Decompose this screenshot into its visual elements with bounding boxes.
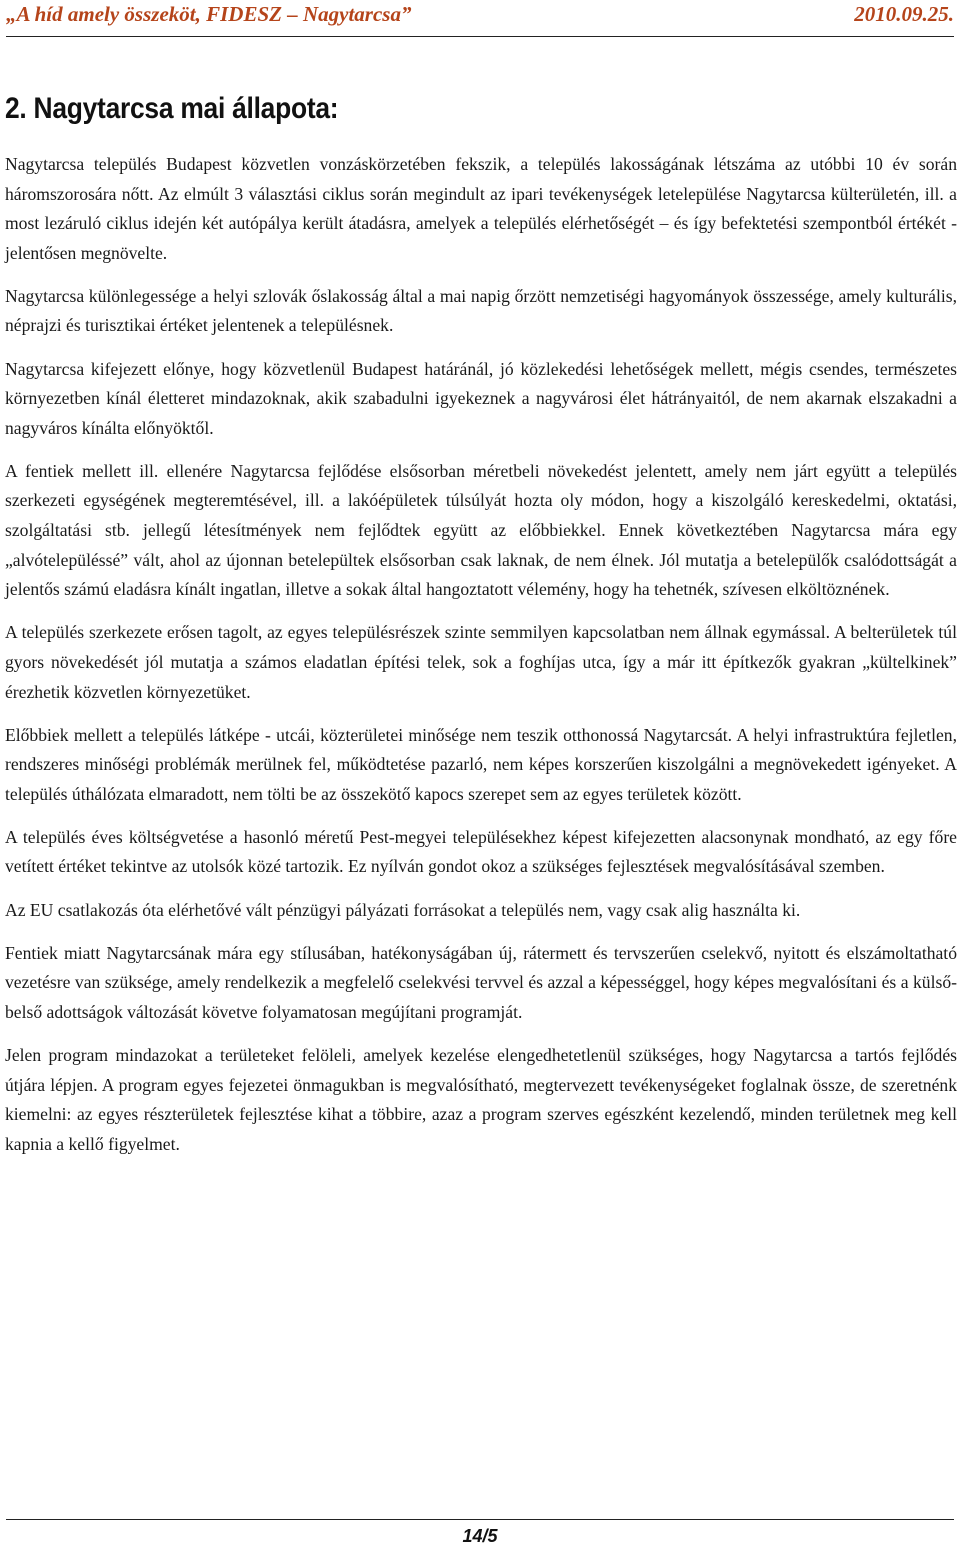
page-number: 14/5 xyxy=(462,1526,498,1546)
paragraph-3: Nagytarcsa kifejezett előnye, hogy közvetlenül Budapest határánál, jó közlekedési lehetőségek mellett, mégis csendes, természetes környezetben kínál életteret mindazoknak, akik szabadulni igyekeznek a nagyvárosi élet hátrányaitól, de nem akarnak elszakadni a nagyváros kínálta előnyöktől. xyxy=(5,358,957,438)
paragraph-2: Nagytarcsa különlegessége a helyi szlovák őslakosság által a mai napig őrzött nemzetiségi hagyományok összessége, amely kulturális, néprajzi és turisztikai értéket jelentenek a településnek. xyxy=(5,285,957,336)
paragraph-5: A település szerkezete erősen tagolt, az egyes településrészek szinte semmilyen kapcsolatban nem állnak egymással. A belterületek túl gyors növekedését jól mutatja a számos eladatlan építési telek, sok a foghíjas utca, így a már itt építkezők gyakran „kültelkinek” érezhetik közvetlen környezetüket. xyxy=(5,622,957,702)
paragraph-8: Az EU csatlakozás óta elérhetővé vált pénzügyi pályázati forrásokat a település nem, vagy csak alig használta ki. xyxy=(5,899,801,920)
paragraph-9: Fentiek miatt Nagytarcsának mára egy stílusában, hatékonyságában új, rátermett és tervszerűen cselekvő, nyitott és elszámoltatható vezetésre van szüksége, amely rendelkezik a megfelelő cselekvési tervvel és azzal a képességgel, hogy képes megvalósítani és a külső-belső adottságok változását követve folyamatosan megújítani programját. xyxy=(5,942,957,1022)
paragraph-10: Jelen program mindazokat a területeket felöleli, amelyek kezelése elengedhetetlenül szükséges, hogy Nagytarcsa a tartós fejlődés útjára lépjen. A program egyes fejezetei önmagukban is megvalósítható, megtervezett tevékenységeket foglalnak össze, de szeretnénk kiemelni: az egyes részterületek fejlesztése kihat a többire, azaz a program szerves egészként kezelendő, minden területnek meg kell kapnia a kellő figyelmet. xyxy=(5,1044,957,1154)
header-title: „A híd amely összeköt, FIDESZ – Nagytarcsa” xyxy=(6,2,412,26)
page-header xyxy=(6,0,954,37)
paragraph-1: Nagytarcsa település Budapest közvetlen vonzáskörzetében fekszik, a település lakosságának létszáma az utóbbi 10 év során háromszorosára nőtt. Az elmúlt 3 választási ciklus során megindult az ipari tevékenységek letelepülése Nagytarcsa külterületén, ill. a most lezáruló ciklus idején két autópálya került átadásra, amelyek a település elérhetőségét – és így befektetési szempontból értékét - jelentősen megnövelte. xyxy=(5,154,957,263)
footer-divider xyxy=(6,1519,954,1520)
paragraph-7: A település éves költségvetése a hasonló méretű Pest-megyei településekhez képest kifejezetten alacsonynak mondható, az egy főre vetített értéket tekintve az utolsók közé tartozik. Ez nyílván gondot okoz a szükséges fejlesztések megvalósításával szemben. xyxy=(5,826,957,877)
paragraph-4: A fentiek mellett ill. ellenére Nagytarcsa fejlődése elsősorban méretbeli növekedést jelentett, amely nem járt együtt a település szerkezeti egységének megteremtésével, ill. a lakóépületek túlsúlyát hozta oly módon, hogy a kiszolgáló kereskedelmi, oktatási, szolgáltatási stb. jellegű létesítmények nem fejlődtek együtt az előbbiekkel. Ennek következtében Nagytarcsa mára egy „alvótelepüléssé” vált, ahol az újonnan betelepültek elsősorban csak laknak, de nem élnek. Jól mutatja a betelepülők csalódottságát a jelentős számú eladásra kínált ingatlan, illetve a sokak által hangoztatott vélemény, hogy ha tehetnék, szívesen elköltöznének. xyxy=(5,460,957,600)
paragraph-6: Előbbiek mellett a település látképe - utcái, közterületei minősége nem teszik otthonossá Nagytarcsát. A helyi infrastruktúra fejletlen, rendszeres minőségi problémák merülnek fel, működtetése pazarló, nem képes korszerűen kiszolgálni a megnövekedett igényeket. A település úthálózata elmaradott, nem tölti be az összekötő kapocs szerepet sem az egyes területek között. xyxy=(5,724,957,804)
header-date: 2010.09.25. xyxy=(854,2,954,26)
section-title: 2. Nagytarcsa mai állapota: xyxy=(5,92,339,125)
body-text xyxy=(5,150,957,1173)
